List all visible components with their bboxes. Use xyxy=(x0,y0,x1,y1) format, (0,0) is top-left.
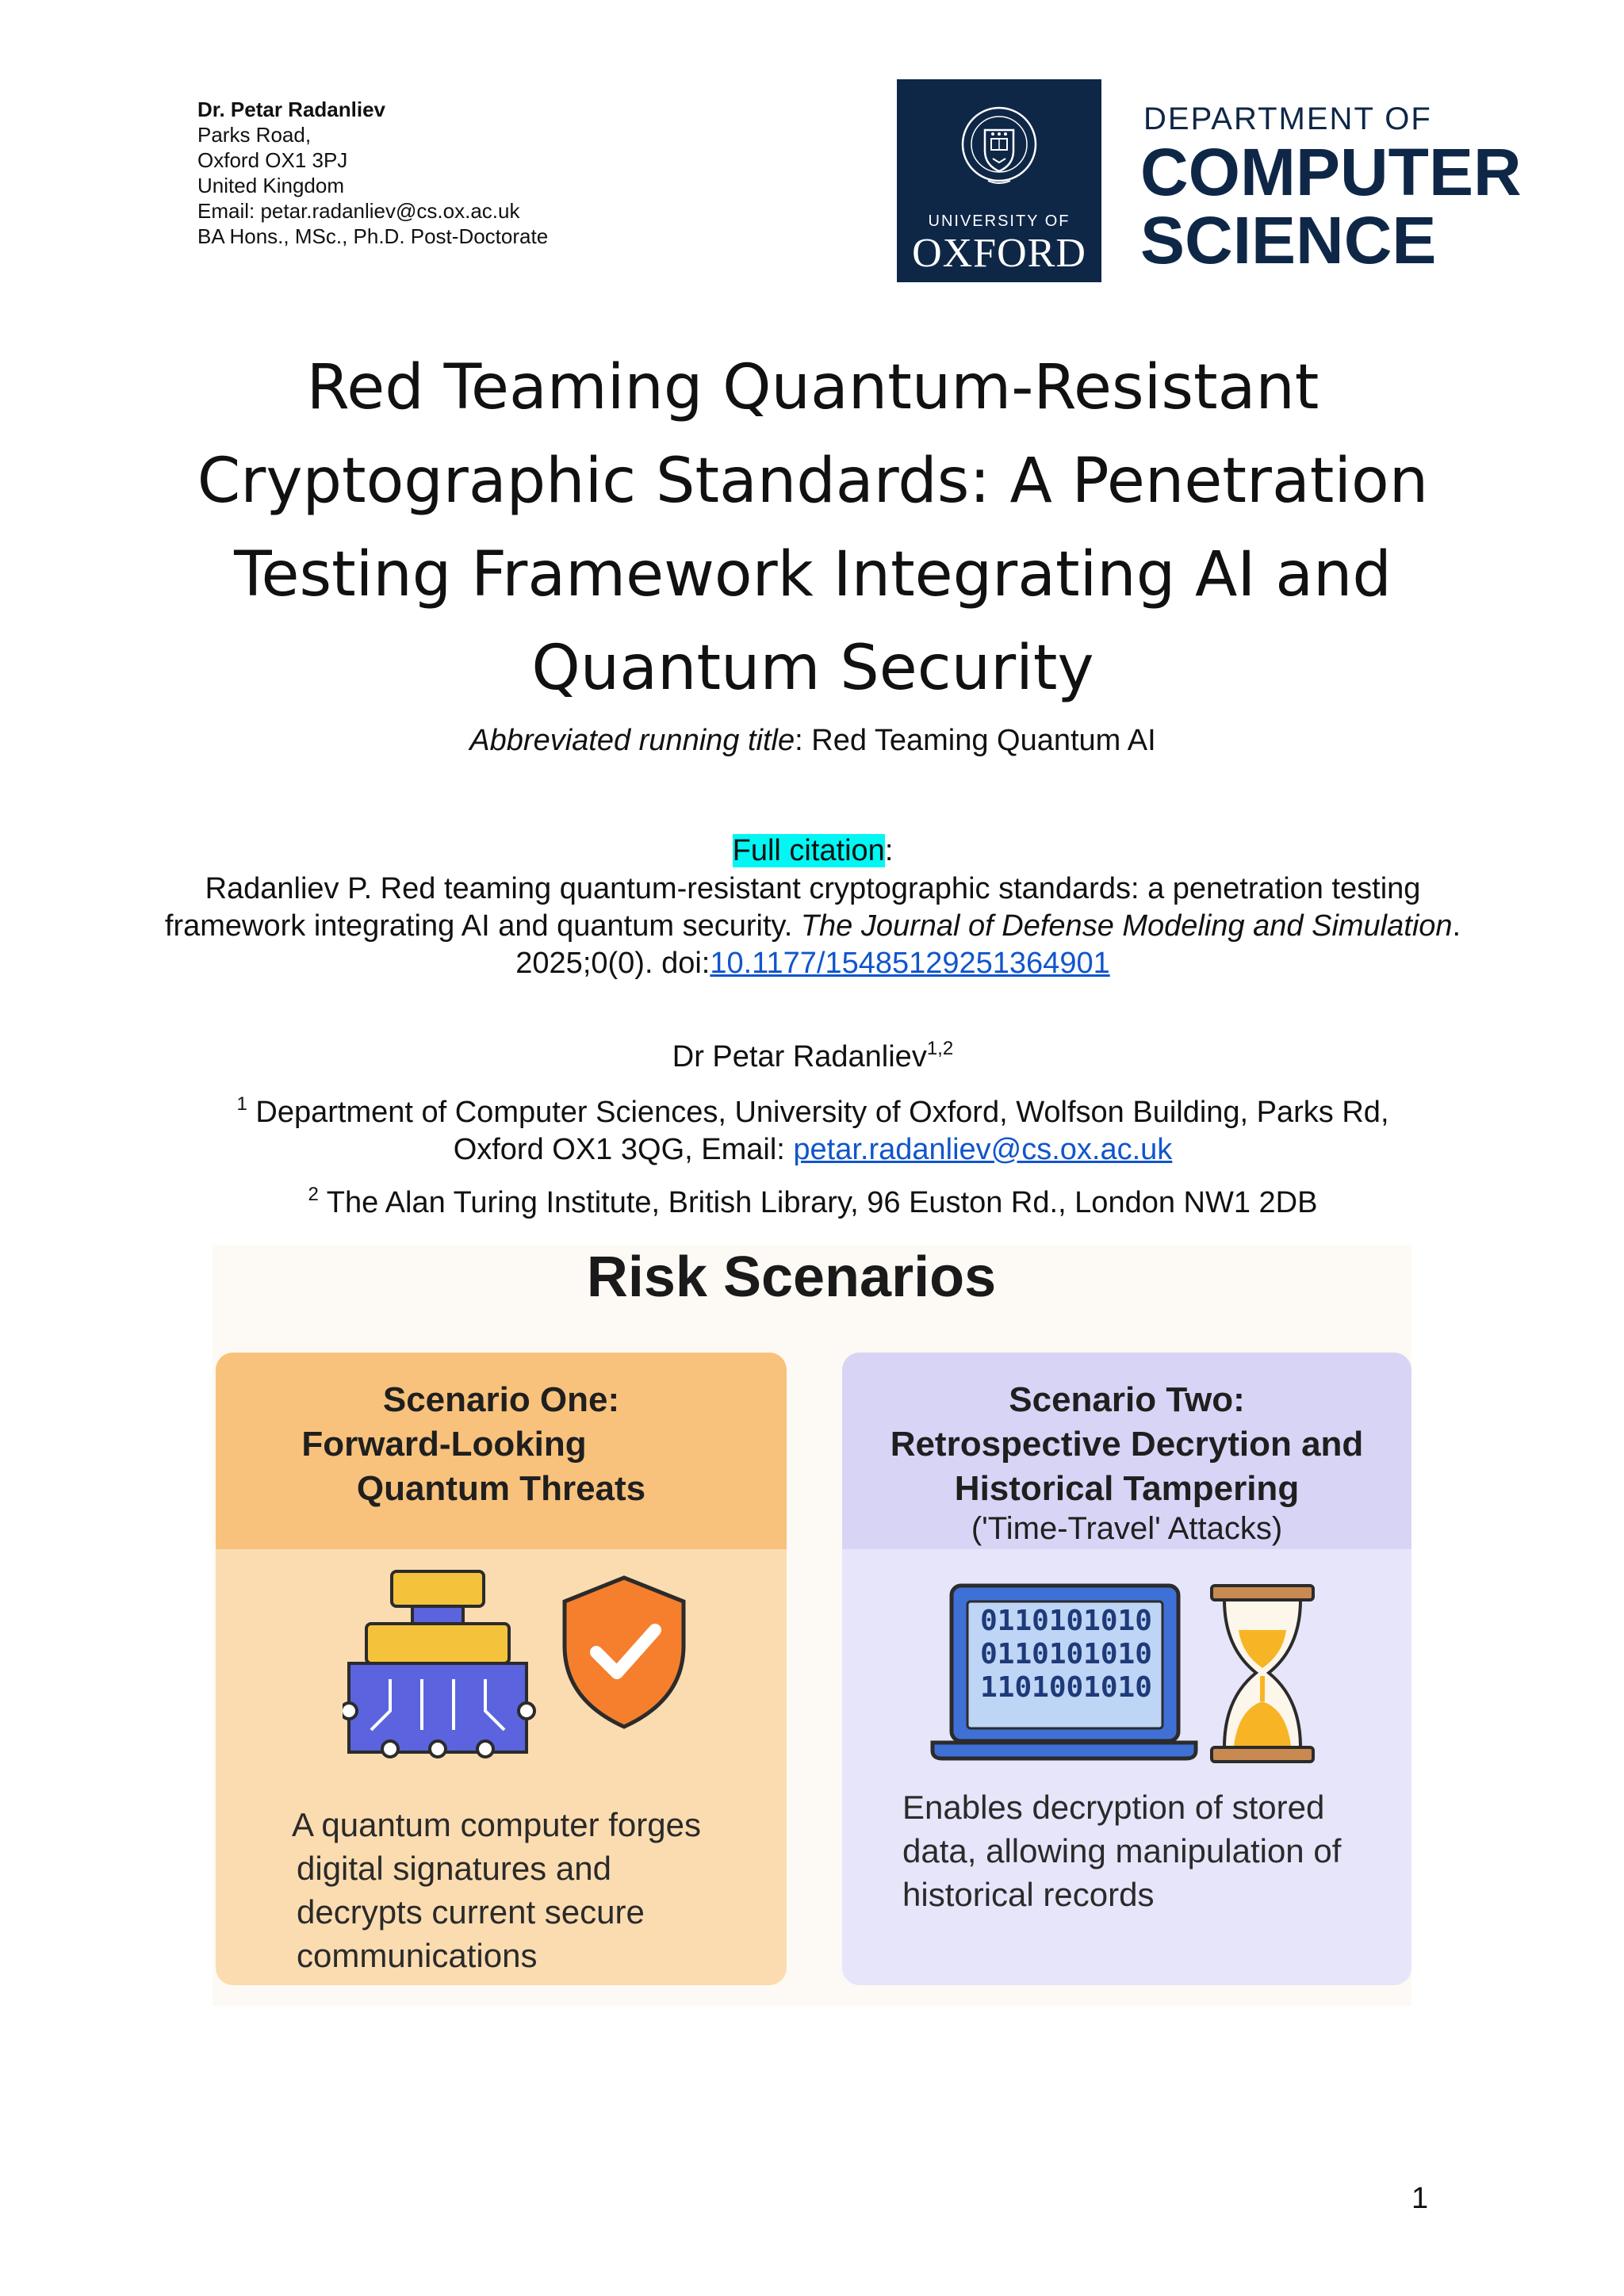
logo-university-of: UNIVERSITY OF xyxy=(928,212,1071,230)
title-line: Quantum Security xyxy=(531,633,1094,704)
oxford-logo xyxy=(897,79,1101,282)
author-email: Email: petar.radanliev@cs.ox.ac.uk xyxy=(197,199,520,223)
logo-department-of: DEPARTMENT OF xyxy=(1143,101,1432,136)
scenario-two-title: Scenario Two: xyxy=(1009,1380,1245,1419)
author-name: Dr. Petar Radanliev xyxy=(197,98,385,121)
quantum-chip-icon xyxy=(343,1568,549,1774)
citation-heading xyxy=(159,834,1467,868)
binary-line: 0110101010 xyxy=(980,1638,1152,1670)
title-line: Red Teaming Quantum-Resistant xyxy=(306,352,1320,423)
title-line: Cryptographic Standards: A Penetration xyxy=(197,446,1429,517)
affiliation-2 xyxy=(159,1186,1467,1220)
logo-oxford: OXFORD xyxy=(912,231,1086,276)
affiliation-1-text: Department of Computer Sciences, University of Oxford, Wolfson Building, Parks Rd, Oxford OX1 3QG, Email: xyxy=(247,1096,1389,1166)
scenario-two-card xyxy=(842,1353,1411,1985)
scenario-one-card xyxy=(216,1353,787,1985)
affiliation-1 xyxy=(198,1094,1427,1169)
citation-label: Full citation xyxy=(732,834,885,867)
binary-line: 1101001010 xyxy=(980,1671,1152,1704)
hourglass-icon xyxy=(1207,1582,1318,1765)
binary-line: 0110101010 xyxy=(980,1605,1152,1637)
author-line-sup: 1,2 xyxy=(926,1038,954,1059)
affiliation-1-sup: 1 xyxy=(236,1093,247,1115)
affiliation-email-link[interactable]: petar.radanliev@cs.ox.ac.uk xyxy=(793,1133,1173,1166)
citation-text xyxy=(159,871,1467,982)
scenario-one-desc: communications xyxy=(297,1937,538,1974)
running-title-label: Abbreviated running title xyxy=(469,724,795,757)
scenario-one-desc: decrypts current secure xyxy=(297,1893,645,1931)
paper-title xyxy=(159,341,1467,715)
running-title-value: Red Teaming Quantum AI xyxy=(811,724,1156,757)
oxford-crest-icon xyxy=(936,95,1063,222)
shield-check-icon xyxy=(557,1573,691,1732)
scenario-two-desc: historical records xyxy=(902,1876,1155,1913)
citation-journal: The Journal of Defense Modeling and Simulation xyxy=(800,909,1453,943)
doi-link[interactable]: 10.1177/15485129251364901 xyxy=(710,947,1110,980)
author-line xyxy=(159,1040,1467,1074)
risk-scenarios-infographic xyxy=(213,1245,1411,2006)
citation-text-b: . 2025;0(0). doi: xyxy=(515,909,1461,980)
logo-science: SCIENCE xyxy=(1140,203,1437,277)
address-line: United Kingdom xyxy=(197,174,344,197)
scenario-one-title: Scenario One: xyxy=(382,1380,620,1419)
logo-computer: COMPUTER xyxy=(1140,135,1522,209)
citation-text-a: Radanliev P. Red teaming quantum-resistant cryptographic standards: a penetration testing framework integrating AI and quantum security. xyxy=(164,872,1421,943)
scenario-two-desc: Enables decryption of stored xyxy=(902,1789,1325,1826)
scenario-one-title: Quantum Threats xyxy=(356,1469,646,1508)
scenario-one-desc: digital signatures and xyxy=(297,1850,611,1887)
affiliation-2-text: The Alan Turing Institute, British Library, 96 Euston Rd., London NW1 2DB xyxy=(318,1186,1318,1219)
author-degrees: BA Hons., MSc., Ph.D. Post-Doctorate xyxy=(197,224,549,248)
scenario-two-title: Retrospective Decrytion and xyxy=(890,1425,1364,1464)
scenario-two-desc: data, allowing manipulation of xyxy=(902,1832,1342,1869)
infographic-title: Risk Scenarios xyxy=(586,1246,997,1309)
binary-readout xyxy=(969,1605,1163,1705)
author-address-block xyxy=(197,97,548,249)
title-line: Testing Framework Integrating AI and xyxy=(234,539,1392,610)
address-line: Oxford OX1 3PJ xyxy=(197,148,348,172)
affiliation-2-sup: 2 xyxy=(308,1184,319,1205)
scenario-one-desc: A quantum computer forges xyxy=(292,1806,701,1843)
citation-colon: : xyxy=(884,834,894,867)
scenario-one-title: Forward-Looking xyxy=(301,1425,587,1464)
scenario-two-title: Historical Tampering xyxy=(954,1469,1300,1508)
address-line: Parks Road, xyxy=(197,123,312,147)
running-title xyxy=(159,724,1467,758)
running-title-sep: : xyxy=(795,724,812,757)
author-line-name: Dr Petar Radanliev xyxy=(672,1040,927,1073)
scenario-two-subtitle: ('Time-Travel' Attacks) xyxy=(971,1511,1283,1546)
page-number: 1 xyxy=(1411,2182,1429,2215)
